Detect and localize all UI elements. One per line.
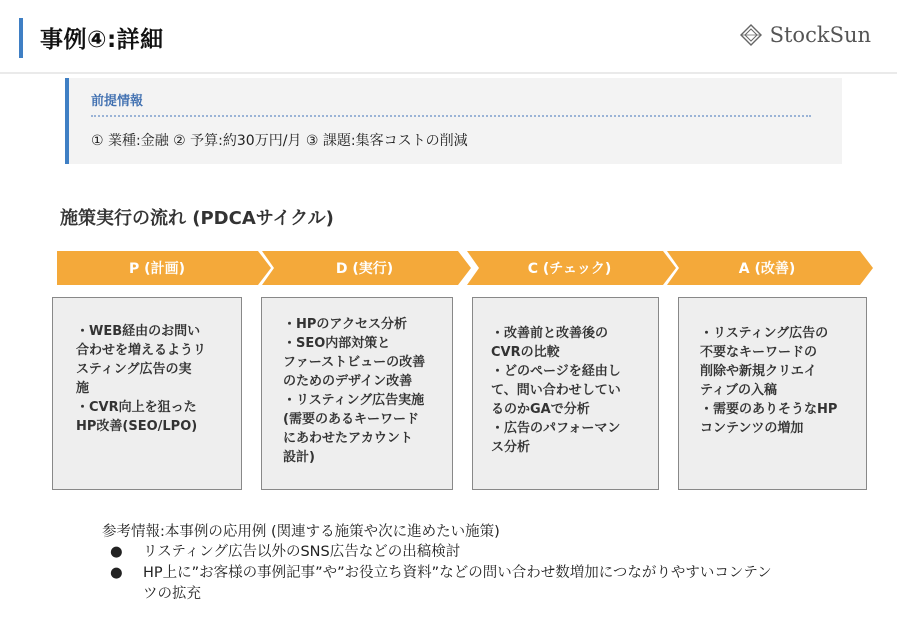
logo-text: StockSun [769, 23, 871, 47]
premise-title: 前提情報 [91, 94, 144, 109]
flow-title: 施策実行の流れ (PDCAサイクル) [60, 208, 334, 229]
step-arrow-check [467, 251, 677, 285]
step-box-plan [52, 297, 242, 490]
list-item [102, 542, 792, 563]
step-box-act [678, 297, 867, 490]
premise-text: ① 業種:金融 ② 予算:約30万円/月 ③ 課題:集客コストの削減 [91, 133, 468, 149]
diamond-logo-icon [740, 24, 762, 46]
step-arrow-do [262, 251, 472, 285]
reference-title: 参考情報:本事例の応用例 (関連する施策や次に進めたい施策) [102, 524, 500, 540]
slide-header [0, 0, 897, 72]
title-accent-bar [19, 18, 23, 58]
reference-list [102, 542, 792, 605]
step-label-act: A (改善) [738, 261, 796, 277]
bullet-icon: ● [110, 565, 123, 581]
premise-accent-bar [65, 78, 69, 164]
bullet-icon: ● [110, 544, 123, 560]
page-title: 事例④:詳細 [40, 27, 164, 53]
premise-panel [65, 78, 842, 164]
step-arrow-act [667, 251, 874, 285]
step-content-check: ・改善前と改善後の CVRの比較 ・どのページを経由し て、問い合わせしてい るのかGAで分析 ・広告のパフォーマン ス分析 [491, 326, 621, 455]
step-label-do: D (実行) [335, 261, 394, 277]
step-label-plan: P (計画) [129, 261, 185, 277]
step-arrow-plan [57, 251, 272, 285]
reference-item-text: リスティング広告以外のSNS広告などの出稿検討 [143, 544, 461, 560]
step-label-check: C (チェック) [527, 261, 612, 277]
step-content-plan: ・WEB経由のお問い 合わせを増えるようリ スティング広告の実 施 ・CVR向上を狙った HP改善(SEO/LPO) [76, 324, 207, 434]
step-box-do [261, 297, 453, 490]
list-item [102, 563, 783, 605]
step-content-act: ・リスティング広告の 不要なキーワードの 削除や新規クリエイ ティブの入稿 ・需要のありそうなHP コンテンツの増加 [700, 326, 838, 436]
header-divider [0, 72, 897, 74]
reference-item-text: HP上に”お客様の事例記事”や”お役立ち資料”などの問い合わせ数増加につながりやすいコンテンツの拡充 [143, 565, 772, 602]
step-box-check [472, 297, 659, 490]
dotted-divider [91, 115, 811, 117]
logo [740, 23, 871, 47]
step-content-do: ・HPのアクセス分析 ・SEO内部対策と ファーストビューの改善 のためのデザイン改善 ・リスティング広告実施 (需要のあるキーワード にあわせたアカウント 設計) [283, 317, 426, 465]
